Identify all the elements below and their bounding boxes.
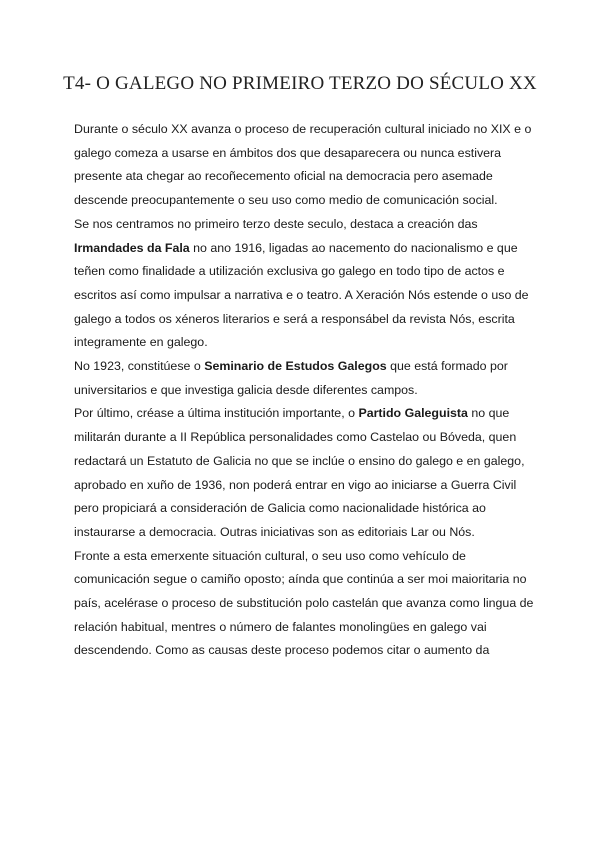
text-line bbox=[74, 545, 534, 569]
text-segment: no que bbox=[467, 406, 510, 421]
text-line bbox=[74, 142, 534, 166]
text-segment: escritos así como impulsar a narrativa e o teatro. A Xeración Nós estende o uso de bbox=[74, 287, 529, 302]
text-line bbox=[74, 118, 534, 142]
text-line bbox=[74, 402, 534, 426]
text-segment: descendendo. Como as causas deste proceso podemos citar o aumento da bbox=[74, 643, 490, 658]
text-line bbox=[74, 260, 534, 284]
text-segment: galego a todos os xéneros literarios e será a responsábel da revista Nós, escrita bbox=[74, 311, 515, 326]
text-segment: galego comeza a usarse en ámbitos dos que desaparecera ou nunca estivera bbox=[74, 145, 502, 160]
text-segment: relación habitual, mentres o número de falantes monolingües en galego vai bbox=[74, 619, 487, 634]
text-segment: universitarios e que investiga galicia desde diferentes campos. bbox=[74, 382, 418, 397]
text-segment: presente ata chegar ao recoñecemento oficial na democracia pero asemade bbox=[74, 169, 493, 184]
text-line bbox=[74, 308, 534, 332]
text-segment: Por último, créase a última institución importante, o bbox=[74, 406, 359, 421]
text-line bbox=[74, 237, 534, 261]
text-segment: descende preocupantemente o seu uso como medio de comunicación social. bbox=[74, 193, 498, 208]
text-segment: aprobado en xuño de 1936, non poderá entrar en vigo ao iniciarse a Guerra Civil bbox=[74, 477, 517, 492]
text-segment: militarán durante a II República personalidades como Castelao ou Bóveda, quen bbox=[74, 430, 517, 445]
text-segment: comunicación segue o camiño oposto; aínda que continúa a ser moi maioritaria no bbox=[74, 572, 527, 587]
text-segment: teñen como finalidade a utilización exclusiva go galego en todo tipo de actos e bbox=[74, 264, 505, 279]
text-segment: Durante o século XX avanza o proceso de recuperación cultural iniciado no XIX e o bbox=[74, 122, 532, 136]
text-segment: que está formado por bbox=[386, 359, 508, 374]
text-segment: integramente en galego. bbox=[74, 335, 208, 350]
page-title: T4- O GALEGO NO PRIMEIRO TERZO DO SÉCULO XX bbox=[63, 73, 537, 94]
text-segment: redactará un Estatuto de Galicia no que se inclúe o ensino do galego e en galego, bbox=[74, 453, 525, 468]
text-line bbox=[74, 189, 534, 213]
text-line bbox=[74, 474, 534, 498]
text-line bbox=[74, 521, 534, 545]
text-segment: instaurarse a democracia. Outras iniciativas son as editoriais Lar ou Nós. bbox=[74, 524, 475, 539]
text-line bbox=[74, 568, 534, 592]
text-segment: Fronte a esta emerxente situación cultural, o seu uso como vehículo de bbox=[74, 548, 466, 563]
bold-term: Partido Galeguista bbox=[358, 406, 468, 421]
text-segment: pero propiciará a consideración de Galicia como nacionalidade histórica ao bbox=[74, 501, 486, 516]
text-segment: Se nos centramos no primeiro terzo deste seculo, destaca a creación das bbox=[74, 216, 478, 231]
text-line bbox=[74, 639, 534, 663]
text-line bbox=[74, 426, 534, 450]
text-line bbox=[74, 165, 534, 189]
bold-term: Seminario de Estudos Galegos bbox=[204, 359, 387, 374]
body-text bbox=[74, 118, 534, 663]
text-segment: No 1923, constitúese o bbox=[74, 359, 205, 374]
text-line bbox=[74, 284, 534, 308]
text-segment: no ano 1916, ligadas ao nacemento do nacionalismo e que bbox=[189, 240, 518, 255]
text-line bbox=[74, 450, 534, 474]
text-line bbox=[74, 379, 534, 403]
text-line bbox=[74, 616, 534, 640]
text-segment: país, acelérase o proceso de substitución polo castelán que avanza como lingua de bbox=[74, 596, 534, 611]
text-line bbox=[74, 331, 534, 355]
text-line bbox=[74, 355, 534, 379]
text-line bbox=[74, 497, 534, 521]
bold-term: Irmandades da Fala bbox=[74, 240, 190, 255]
text-line bbox=[74, 592, 534, 616]
text-line bbox=[74, 213, 534, 237]
